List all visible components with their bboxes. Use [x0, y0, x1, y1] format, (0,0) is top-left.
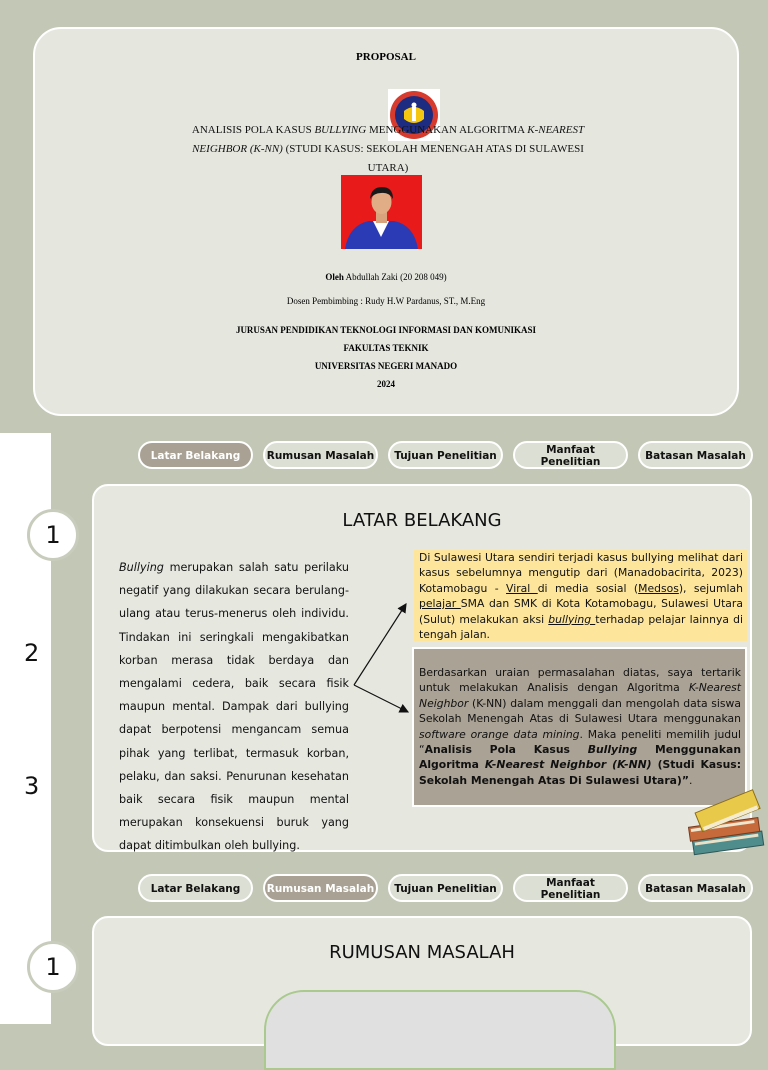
department: JURUSAN PENDIDIKAN TEKNOLOGI INFORMASI DAN KOMUNIKASI	[235, 325, 537, 335]
tab-rumusan-masalah[interactable]: Rumusan Masalah	[263, 874, 378, 902]
tab-manfaat-penelitian[interactable]: Manfaat Penelitian	[513, 441, 628, 469]
latar-belakang-card	[92, 484, 752, 852]
tab-bar	[138, 874, 754, 902]
research-title: ANALISIS POLA KASUS BULLYING MENGGUNAKAN ALGORITMA K-NEAREST NEIGHBOR (K-NN) (STUDI KASUS: SEKOLAH MENENGAH ATAS DI SULAWESI UTARA)	[191, 124, 585, 174]
research-motivation-box: Berdasarkan uraian permasalahan diatas, saya tertarik untuk melakukan Analisis dengan Algoritma K-Nearest Neighbor (K-NN) dalam menggali dan mengolah data siswa Sekolah Menengah Atas di Sulawesi Utara menggunakan software orange data mining. Maka peneliti memilih judul “Analisis Pola Kasus Bullying Menggunakan Algoritma K-Nearest Neighbor (K-NN) (Studi Kasus: Sekolah Menengah Atas Di Sulawesi Utara)”.	[412, 647, 747, 807]
tab-manfaat-penelitian[interactable]: Manfaat Penelitian	[513, 874, 628, 902]
faculty: FAKULTAS TEKNIK	[343, 343, 429, 353]
tab-rumusan-masalah[interactable]: Rumusan Masalah	[263, 441, 378, 469]
bullying-definition-text: Bullying merupakan salah satu perilaku negatif yang dilakukan secara berulang-ulang atau terus-menerus oleh individu. Tindakan ini seringkali mengakibatkan korban merasa tidak berdaya dan mengalami cedera, baik secara fisik maupun mental. Dampak dari bullying dapat berpotensi mengancam semua pihak yang terlibat, termasuk korban, pelaku, dan saksi. Penurunan kesehatan baik secara fisik maupun mental merupakan konsekuensi buruk yang dapat ditimbulkan oleh bullying.	[119, 561, 349, 853]
section-number-circle[interactable]: 1	[27, 941, 79, 993]
proposal-heading: PROPOSAL	[356, 51, 416, 63]
side-number[interactable]: 2	[24, 639, 40, 667]
section-title: LATAR BELAKANG	[342, 510, 502, 531]
author-photo	[341, 175, 422, 249]
university: UNIVERSITAS NEGERI MANADO	[314, 361, 458, 371]
side-number[interactable]: 3	[24, 772, 40, 800]
tab-latar-belakang[interactable]: Latar Belakang	[138, 874, 253, 902]
author-line: Oleh Abdullah Zaki (20 208 049)	[325, 272, 447, 282]
supervisor-line: Dosen Pembimbing : Rudy H.W Pardanus, ST., M.Eng	[286, 296, 486, 306]
tab-tujuan-penelitian[interactable]: Tujuan Penelitian	[388, 441, 503, 469]
rumusan-content-shape	[264, 990, 616, 1070]
section-title: RUMUSAN MASALAH	[329, 942, 515, 963]
tab-batasan-masalah[interactable]: Batasan Masalah	[638, 441, 753, 469]
tab-tujuan-penelitian[interactable]: Tujuan Penelitian	[388, 874, 503, 902]
tab-bar	[138, 441, 754, 469]
title-card	[33, 27, 739, 416]
rumusan-masalah-card	[92, 916, 752, 1046]
books-icon	[684, 778, 768, 864]
tab-batasan-masalah[interactable]: Batasan Masalah	[638, 874, 753, 902]
section-number-circle[interactable]: 1	[27, 509, 79, 561]
year: 2024	[377, 379, 395, 389]
case-context-box: Di Sulawesi Utara sendiri terjadi kasus bullying melihat dari kasus sebelumnya mengutip dari (Manadobacirita, 2023) Kotamobagu - Viral di media sosial (Medsos), sejumlah pelajar SMA dan SMK di Kota Kotamobagu, Sulawesi Utara (Sulut) melakukan aksi bullying terhadap pelajar lainnya di tengah jalan.	[414, 550, 747, 641]
institution-block	[35, 321, 737, 393]
tab-latar-belakang[interactable]: Latar Belakang	[138, 441, 253, 469]
